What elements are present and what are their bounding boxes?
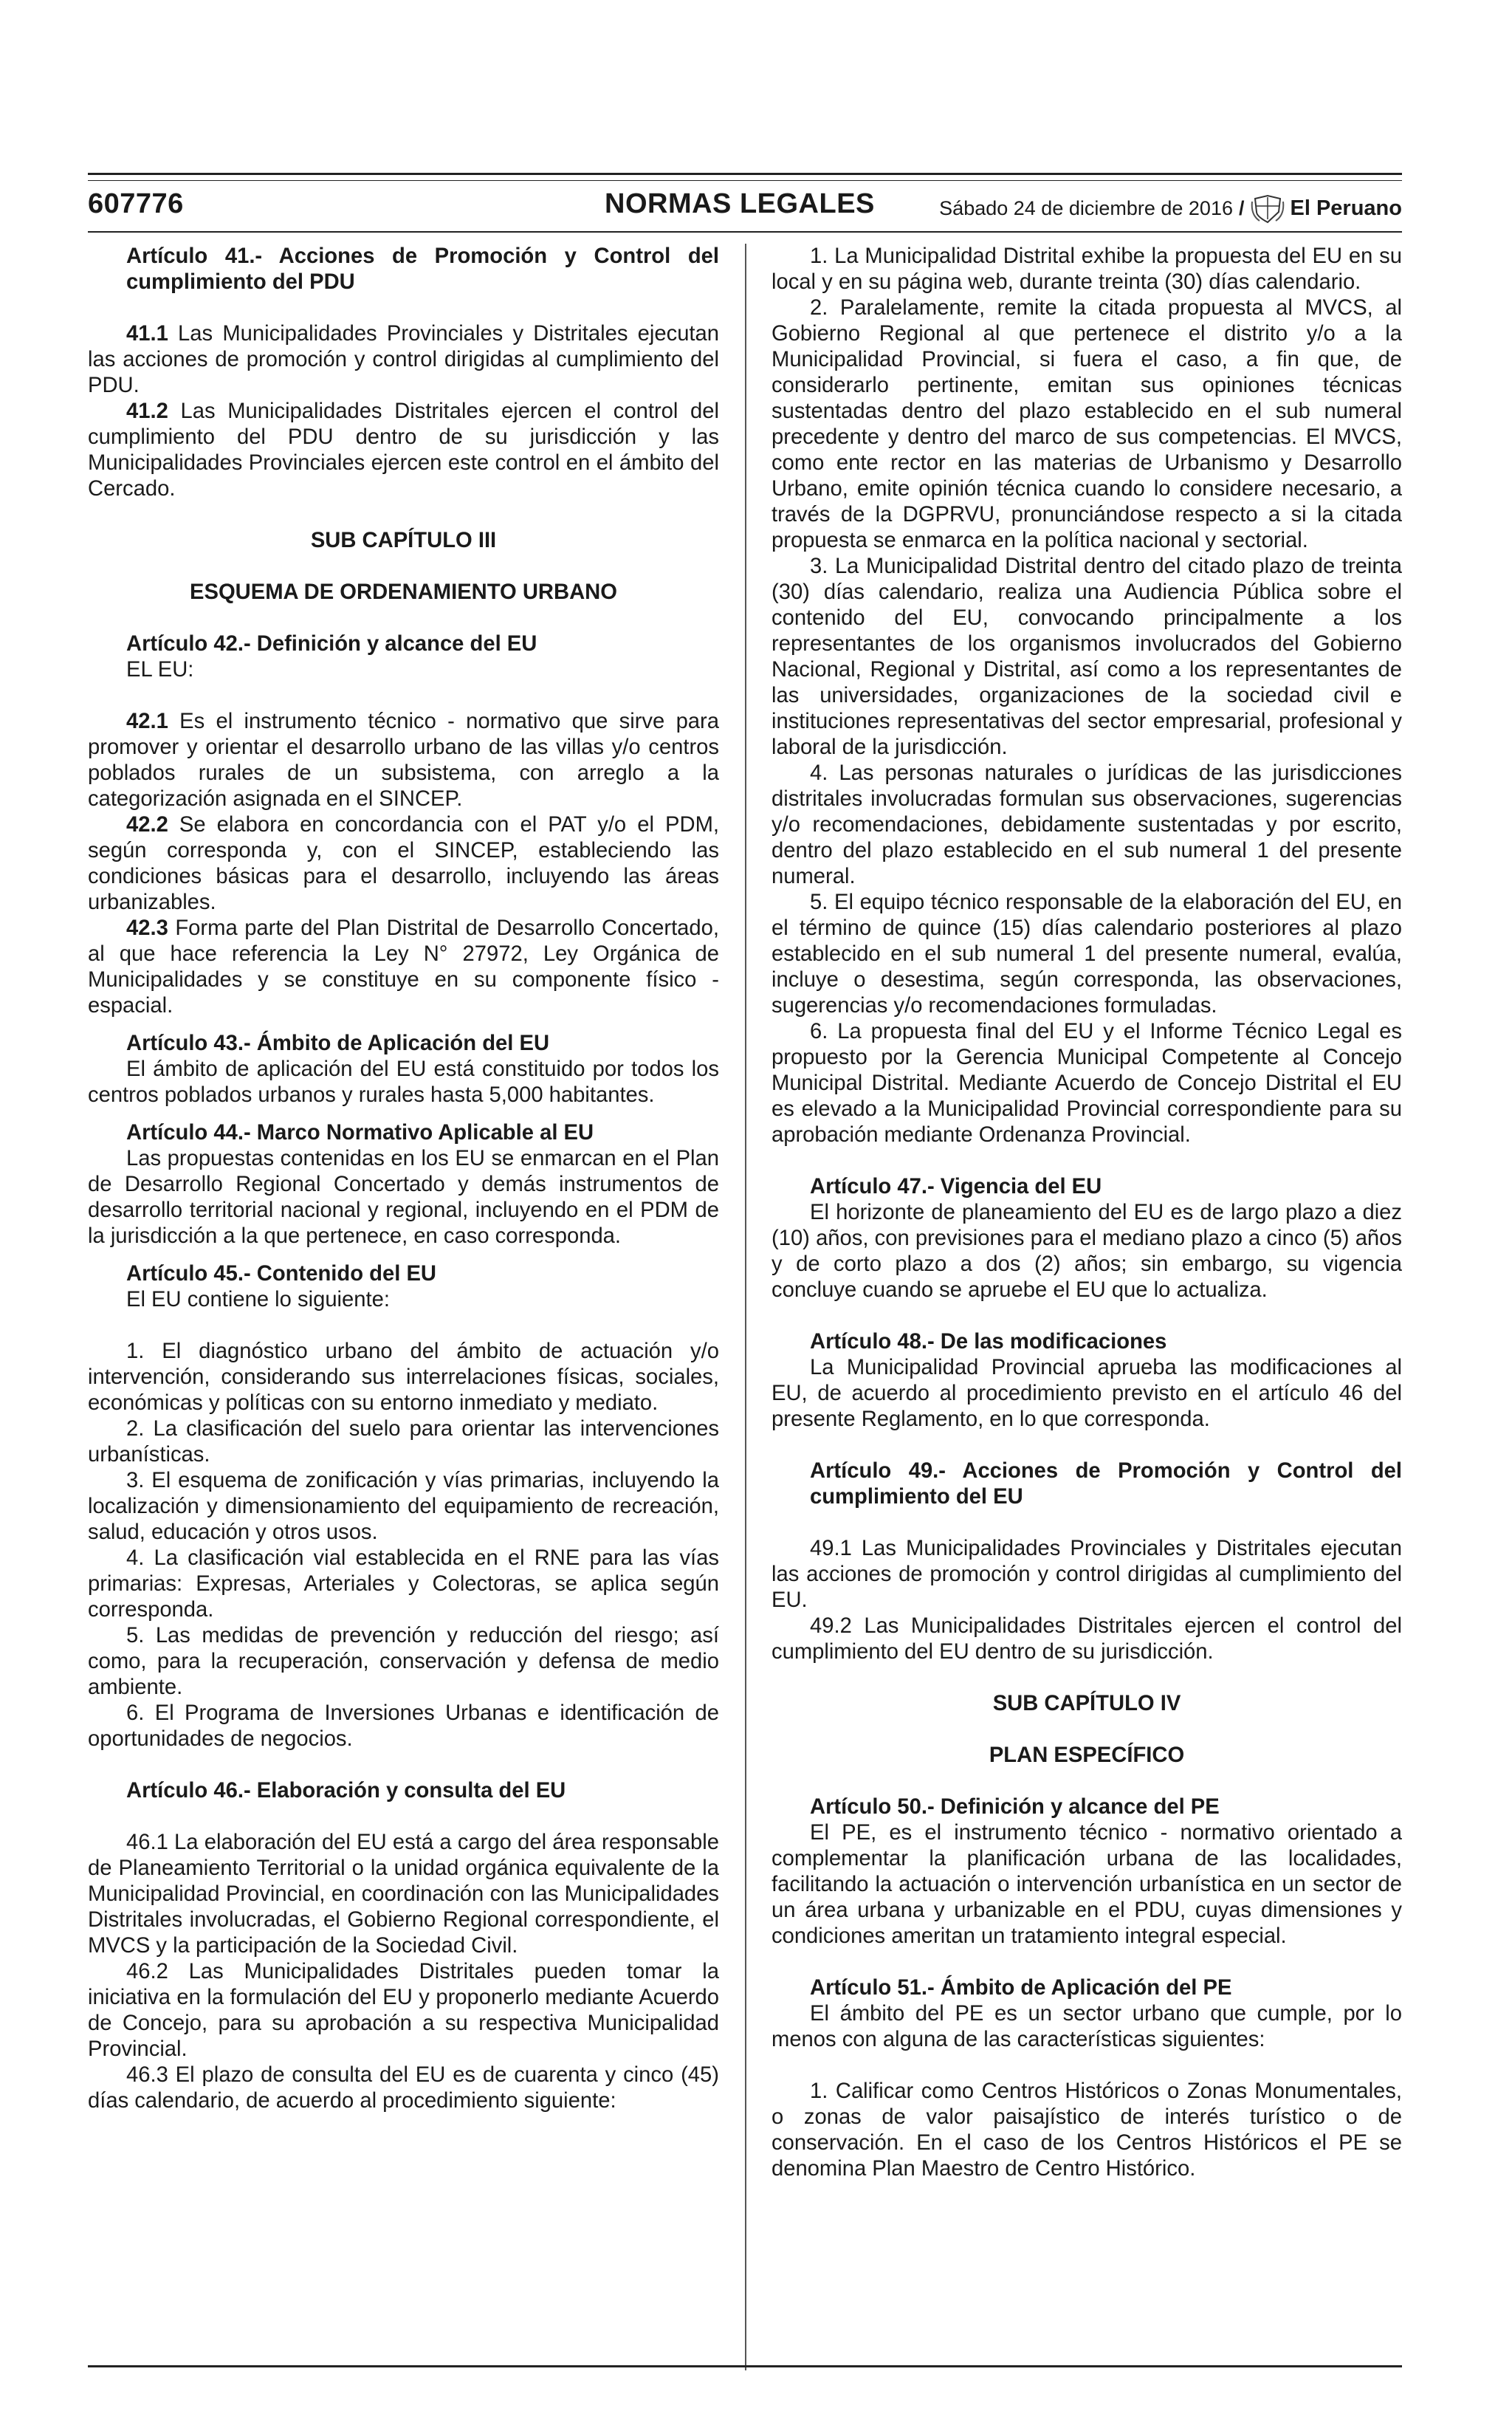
article-45-item-5: 5. Las medidas de prevención y reducción del riesgo; así como, para la recuperación, conservación y defensa de medio ambiente. — [88, 1624, 719, 1699]
date-line — [939, 193, 1402, 224]
article-45-intro: El EU contiene lo siguiente: — [126, 1288, 390, 1311]
sub-chapter-3-name: ESQUEMA DE ORDENAMIENTO URBANO — [190, 580, 617, 604]
article-44-text: Las propuestas contenidas en los EU se enmarcan en el Plan de Desarrollo Regional Concertado y demás instrumentos de desarrollo territorial nacional y regional, incluyendo en el PDM de la jurisdicción a la que pertenece, en caso corresponda. — [88, 1147, 719, 1248]
article-41-1-text: Las Municipalidades Provinciales y Distritales ejecutan las acciones de promoción y control dirigidas al cumplimiento del PDU. — [88, 322, 719, 397]
article-41-2-number: 41.2 — [126, 399, 168, 423]
header-separator: / — [1238, 196, 1245, 219]
sub-chapter-4-heading: SUB CAPÍTULO IV — [992, 1692, 1181, 1715]
article-42-1-number: 42.1 — [126, 710, 168, 733]
article-42-2 — [88, 812, 719, 916]
article-46-step-4: 4. Las personas naturales o jurídicas de las jurisdicciones distritales involucradas formulan sus observaciones, sugerencias y/o recomendaciones, debidamente sustentadas y por escrito, dentro del plazo establecido en el sub numeral 1 del presente numeral. — [772, 761, 1402, 888]
page-number: 607776 — [88, 188, 184, 219]
right-column — [772, 244, 1402, 2182]
article-46-title: Artículo 46.- Elaboración y consulta del EU — [126, 1779, 566, 1803]
article-50-title: Artículo 50.- Definición y alcance del PE — [810, 1795, 1220, 1819]
article-41-2 — [88, 399, 719, 502]
article-45-item-1: 1. El diagnóstico urbano del ámbito de actuación y/o intervención, considerando sus interrelaciones físicas, sociales, económicas y políticas con su entorno inmediato y mediato. — [88, 1340, 719, 1415]
article-42-3-text: Forma parte del Plan Distrital de Desarrollo Concertado, al que hace referencia la Ley N° 27972, Ley Orgánica de Municipalidades y se constituye en su componente físico - espacial. — [88, 916, 719, 1018]
article-43-text: El ámbito de aplicación del EU está constituido por todos los centros poblados urbanos y rurales hasta 5,000 habitantes. — [88, 1057, 719, 1107]
article-45-item-3: 3. El esquema de zonificación y vías primarias, incluyendo la localización y dimensionamiento del equipamiento de recreación, salud, educación y otros usos. — [88, 1469, 719, 1544]
article-42-2-text: Se elabora en concordancia con el PAT y/o el PDM, según corresponda y, con el SINCEP, estableciendo las condiciones básicas para el desarrollo, incluyendo las áreas urbanizables. — [88, 813, 719, 914]
section-title: NORMAS LEGALES — [605, 188, 875, 219]
publication-date: Sábado 24 de diciembre de 2016 — [939, 196, 1233, 219]
article-41-1-number: 41.1 — [126, 322, 168, 346]
article-45-item-4: 4. La clasificación vial establecida en el RNE para las vías primarias: Expresas, Arteriales y Colectoras, se aplica según corresponda. — [88, 1546, 719, 1622]
article-41-1 — [88, 321, 719, 399]
article-50-text: El PE, es el instrumento técnico - normativo orientado a complementar la planificación urbana de las localidades, facilitando la actuación o intervención urbanística en un sector de un área urbana y urbanizable en el PDU, cuyas dimensiones y condiciones ameritan un tratamiento integral especial. — [772, 1821, 1402, 1948]
column-divider — [745, 244, 746, 2370]
article-42-1-text: Es el instrumento técnico - normativo que sirve para promover y orientar el desarrollo urbano de las villas y/o centros poblados rurales de un subsistema, con arreglo a la categorización asignada en el SINCEP. — [88, 710, 719, 811]
article-46-2: 46.2 Las Municipalidades Distritales pueden tomar la iniciativa en la formulación del EU y proponerlo mediante Acuerdo de Concejo, para su aprobación a su respectiva Municipalidad Provincial. — [88, 1960, 719, 2061]
article-42-title: Artículo 42.- Definición y alcance del EU — [126, 632, 537, 656]
article-51-text: El ámbito del PE es un sector urbano que cumple, por lo menos con alguna de las características siguientes: — [772, 2002, 1402, 2051]
sub-chapter-3-heading: SUB CAPÍTULO III — [310, 529, 497, 552]
article-46-step-3: 3. La Municipalidad Distrital dentro del citado plazo de treinta (30) días calendario, realiza una Audiencia Pública sobre el contenido del EU, convocando principalmente a los representantes de los organismos involucrados del Gobierno Nacional, Regional y Distrital, así como a los representantes de las universidades, organizaciones de la sociedad civil e instituciones representativas del sector empresarial, profesional y laboral de la jurisdicción. — [772, 555, 1402, 759]
article-49-title: Artículo 49.- Acciones de Promoción y Control del cumplimiento del EU — [810, 1459, 1402, 1509]
article-51-item-1: 1. Calificar como Centros Históricos o Zonas Monumentales, o zonas de valor paisajístico de interés turístico o de conservación. En el caso de los Centros Históricos el PE se denomina Plan Maestro de Centro Histórico. — [772, 2079, 1402, 2181]
article-46-1: 46.1 La elaboración del EU está a cargo del área responsable de Planeamiento Territorial o la unidad orgánica equivalente de la Municipalidad Provincial, en coordinación con las Municipalidades Distritales involucradas, el Gobierno Regional correspondiente, el MVCS y la participación de la Sociedad Civil. — [88, 1831, 719, 1958]
article-49-2: 49.2 Las Municipalidades Distritales ejercen el control del cumplimiento del EU dentro de su jurisdicción. — [772, 1614, 1402, 1664]
article-42-intro: EL EU: — [126, 658, 194, 682]
article-42-1 — [88, 709, 719, 812]
article-44-title: Artículo 44.- Marco Normativo Aplicable al EU — [126, 1121, 594, 1145]
top-rule-thick — [88, 173, 1402, 175]
article-42-3-number: 42.3 — [126, 916, 168, 940]
article-51-title: Artículo 51.- Ámbito de Aplicación del PE — [810, 1976, 1232, 2000]
article-42-2-number: 42.2 — [126, 813, 168, 837]
article-46-step-2: 2. Paralelamente, remite la citada propuesta al MVCS, al Gobierno Regional al que pertenece el distrito y/o a la Municipalidad Provincial, si fuera el caso, a fin que, de considerarlo pertinente, emitan sus opiniones técnicas sustentadas dentro del plazo establecido en el sub numeral precedente y dentro del marco de sus competencias. El MVCS, como ente rector en las materias de Urbanismo y Desarrollo Urbano, emite opinión técnica cuando lo considere necesario, a través de la DGPRVU, pronunciándose respecto a si la citada propuesta se enmarca en la política nacional y sectorial. — [772, 296, 1402, 552]
top-rule-thin — [88, 180, 1402, 181]
article-41-2-text: Las Municipalidades Distritales ejercen el control del cumplimiento del PDU dentro de su jurisdicción y las Municipalidades Provinciales ejercen este control en el ámbito del Cercado. — [88, 399, 719, 501]
article-49-1: 49.1 Las Municipalidades Provinciales y Distritales ejecutan las acciones de promoción y control dirigidas al cumplimiento del EU. — [772, 1537, 1402, 1612]
article-41-title: Artículo 41.- Acciones de Promoción y Control del cumplimiento del PDU — [126, 244, 719, 294]
header-rule — [88, 231, 1402, 233]
article-45-title: Artículo 45.- Contenido del EU — [126, 1262, 436, 1286]
sub-chapter-4-name: PLAN ESPECÍFICO — [989, 1743, 1185, 1767]
article-46-3: 46.3 El plazo de consulta del EU es de cuarenta y cinco (45) días calendario, de acuerdo al procedimiento siguiente: — [88, 2063, 719, 2113]
article-45-item-2: 2. La clasificación del suelo para orientar las intervenciones urbanísticas. — [88, 1417, 719, 1467]
article-46-step-1: 1. La Municipalidad Distrital exhibe la propuesta del EU en su local y en su página web, durante treinta (30) días calendario. — [772, 244, 1402, 294]
article-42-3 — [88, 916, 719, 1019]
page-header — [88, 188, 1402, 225]
peru-coat-of-arms-icon — [1251, 193, 1285, 224]
article-46-step-5: 5. El equipo técnico responsable de la elaboración del EU, en el término de quince (15) días calendario posteriores al plazo establecido en el sub numeral 1 del presente numeral, evalúa, incluye o desestima, según corresponda, las observaciones, sugerencias y/o recomendaciones formuladas. — [772, 891, 1402, 1018]
article-45-item-6: 6. El Programa de Inversiones Urbanas e identificación de oportunidades de negocios. — [88, 1701, 719, 1751]
article-48-title: Artículo 48.- De las modificaciones — [810, 1330, 1167, 1354]
newspaper-brand: El Peruano — [1290, 196, 1402, 220]
article-48-text: La Municipalidad Provincial aprueba las modificaciones al EU, de acuerdo al procedimiento previsto en el artículo 46 del presente Reglamento, en lo que corresponda. — [772, 1356, 1402, 1431]
article-46-step-6: 6. La propuesta final del EU y el Informe Técnico Legal es propuesto por la Gerencia Municipal Competente al Concejo Municipal Distrital. Mediante Acuerdo de Concejo Distrital el EU es elevado a la Municipalidad Provincial correspondiente para su aprobación mediante Ordenanza Provincial. — [772, 1020, 1402, 1147]
bottom-rule — [88, 2365, 1402, 2367]
article-47-title: Artículo 47.- Vigencia del EU — [810, 1175, 1102, 1198]
article-43-title: Artículo 43.- Ámbito de Aplicación del EU — [126, 1032, 550, 1055]
left-column — [88, 244, 719, 2114]
article-47-text: El horizonte de planeamiento del EU es de largo plazo a diez (10) años, con previsiones para el mediano plazo a cinco (5) años y de corto plazo a dos (2) años; sin embargo, su vigencia concluye cuando se apruebe el EU que lo actualiza. — [772, 1201, 1402, 1302]
